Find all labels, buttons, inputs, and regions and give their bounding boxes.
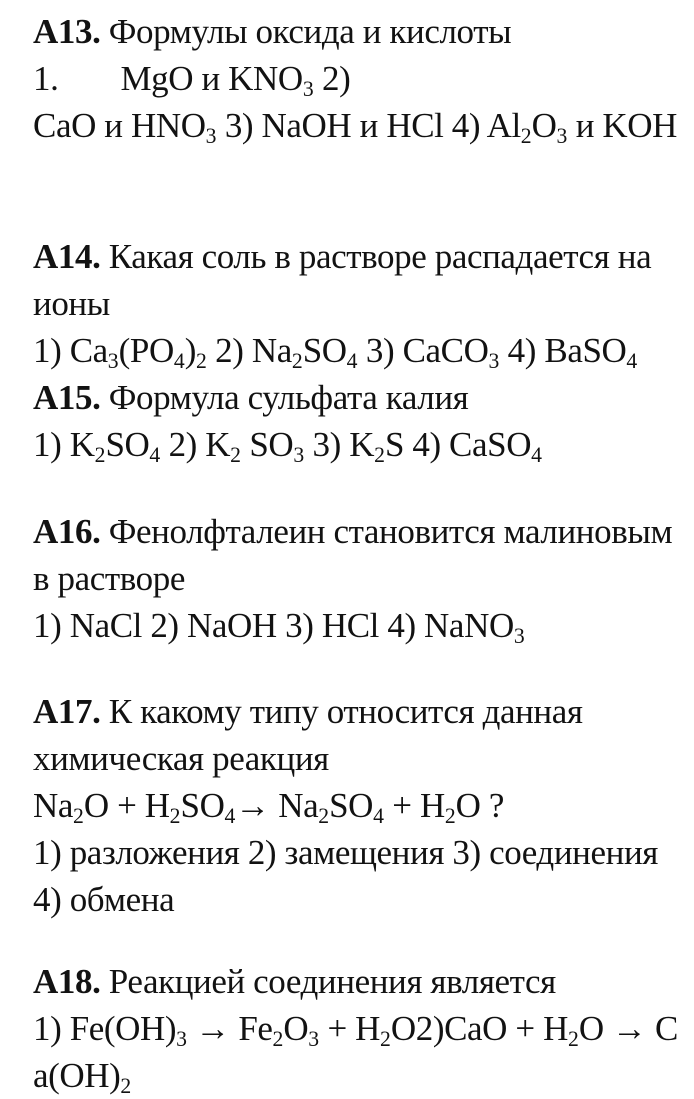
text-line <box>33 102 684 149</box>
text-segment: → Na <box>235 786 319 825</box>
text-segment: SO <box>329 786 374 825</box>
text-segment: + H <box>319 1009 381 1048</box>
subscript: 2 <box>380 1027 391 1052</box>
question-number: A18. <box>33 962 101 1001</box>
subscript: 3 <box>308 1027 320 1052</box>
text-segment: O → C <box>578 1009 678 1048</box>
text-segment: CaO и HNO <box>33 106 206 145</box>
text-line <box>33 688 684 735</box>
subscript: 4 <box>531 443 542 468</box>
subscript: 4 <box>626 349 638 374</box>
subscript: 4 <box>224 804 236 829</box>
subscript: 2 <box>444 804 456 829</box>
subscript: 3 <box>293 443 305 468</box>
text-segment: (PO <box>118 331 174 370</box>
text-segment: ионы <box>33 284 110 323</box>
question-a14-a15 <box>33 233 684 468</box>
text-segment: Какая соль в растворе распадается на <box>100 237 652 276</box>
text-segment: SO <box>302 331 347 370</box>
text-line <box>33 280 684 327</box>
text-segment: → Fe <box>187 1009 273 1048</box>
text-segment: 3) NaOH и HCl 4) Al <box>216 106 521 145</box>
subscript: 4 <box>346 349 358 374</box>
question-a18 <box>33 958 684 1099</box>
text-line <box>33 602 684 649</box>
text-segment: 2) Na <box>206 331 292 370</box>
question-number: A17. <box>33 692 101 731</box>
text-segment: Реакцией соединения является <box>100 962 556 1001</box>
text-segment: 1) Ca <box>33 331 108 370</box>
text-line <box>33 829 684 876</box>
text-segment: Фенолфталеин становится малиновым <box>100 512 673 551</box>
subscript: 2 <box>374 443 385 468</box>
text-segment: SO <box>241 425 294 464</box>
text-segment: S 4) CaSO <box>384 425 532 464</box>
question-number: A13. <box>33 12 101 51</box>
text-segment: O + H <box>83 786 170 825</box>
subscript: 3 <box>488 349 500 374</box>
text-line <box>33 421 684 468</box>
subscript: 2 <box>169 804 181 829</box>
text-segment: 1) K <box>33 425 95 464</box>
text-segment: в растворе <box>33 559 185 598</box>
text-segment: SO <box>105 425 150 464</box>
text-segment: 1) NaCl 2) NaOH 3) HCl 4) NaNO <box>33 606 514 645</box>
text-segment: SO <box>180 786 225 825</box>
text-segment: и KOH <box>567 106 678 145</box>
text-segment: O ? <box>455 786 505 825</box>
text-line <box>33 233 684 280</box>
text-segment: + H <box>383 786 445 825</box>
subscript: 4 <box>149 443 161 468</box>
subscript: 2 <box>318 804 330 829</box>
subscript: 2 <box>520 124 532 149</box>
text-segment: a(OH) <box>33 1056 121 1095</box>
text-segment: 4) BaSO <box>499 331 627 370</box>
text-segment: O <box>283 1009 309 1048</box>
text-line <box>33 8 684 55</box>
text-line <box>33 782 684 829</box>
question-a17 <box>33 688 684 923</box>
subscript: 2 <box>230 443 242 468</box>
subscript: 4 <box>173 349 185 374</box>
text-segment: химическая реакция <box>33 739 329 778</box>
subscript: 3 <box>302 77 314 102</box>
subscript: 3 <box>513 624 525 649</box>
text-line <box>33 327 684 374</box>
text-segment: 1) Fe(OH) <box>33 1009 177 1048</box>
subscript: 2 <box>195 349 207 374</box>
subscript: 3 <box>205 124 217 149</box>
question-number: A16. <box>33 512 101 551</box>
subscript: 2 <box>120 1074 132 1099</box>
text-segment: 2) <box>313 59 351 98</box>
subscript: 2 <box>291 349 303 374</box>
text-line <box>33 1052 684 1099</box>
text-segment: O <box>531 106 557 145</box>
text-segment: 3) K <box>304 425 375 464</box>
question-number: A14. <box>33 237 101 276</box>
text-segment: 1. <box>33 59 59 98</box>
text-line <box>33 735 684 782</box>
text-line <box>33 1005 684 1052</box>
text-line <box>33 555 684 602</box>
text-segment: 4) обмена <box>33 880 175 919</box>
text-segment: 3) CaCO <box>357 331 489 370</box>
subscript: 4 <box>373 804 384 829</box>
subscript: 2 <box>567 1027 579 1052</box>
question-a16 <box>33 508 684 649</box>
text-line <box>33 958 684 1005</box>
text-segment: Na <box>33 786 74 825</box>
subscript: 2 <box>73 804 84 829</box>
text-segment: 2) K <box>160 425 231 464</box>
text-segment: 1) разложения 2) замещения 3) соединения <box>33 833 658 872</box>
text-segment: O2)CaO + H <box>390 1009 568 1048</box>
text-line <box>33 55 684 102</box>
text-segment: К какому типу относится данная <box>100 692 583 731</box>
text-line <box>33 508 684 555</box>
text-segment: Формулы оксида и кислоты <box>100 12 512 51</box>
subscript: 2 <box>94 443 106 468</box>
subscript: 3 <box>556 124 568 149</box>
text-line <box>33 876 684 923</box>
subscript: 3 <box>176 1027 188 1052</box>
text-segment: MgO и KNO <box>120 59 303 98</box>
subscript: 2 <box>272 1027 284 1052</box>
text-line <box>33 374 684 421</box>
subscript: 3 <box>107 349 119 374</box>
text-segment: Формула сульфата калия <box>100 378 469 417</box>
question-number: A15. <box>33 378 101 417</box>
question-a13 <box>33 8 684 149</box>
text-segment: ) <box>184 331 196 370</box>
